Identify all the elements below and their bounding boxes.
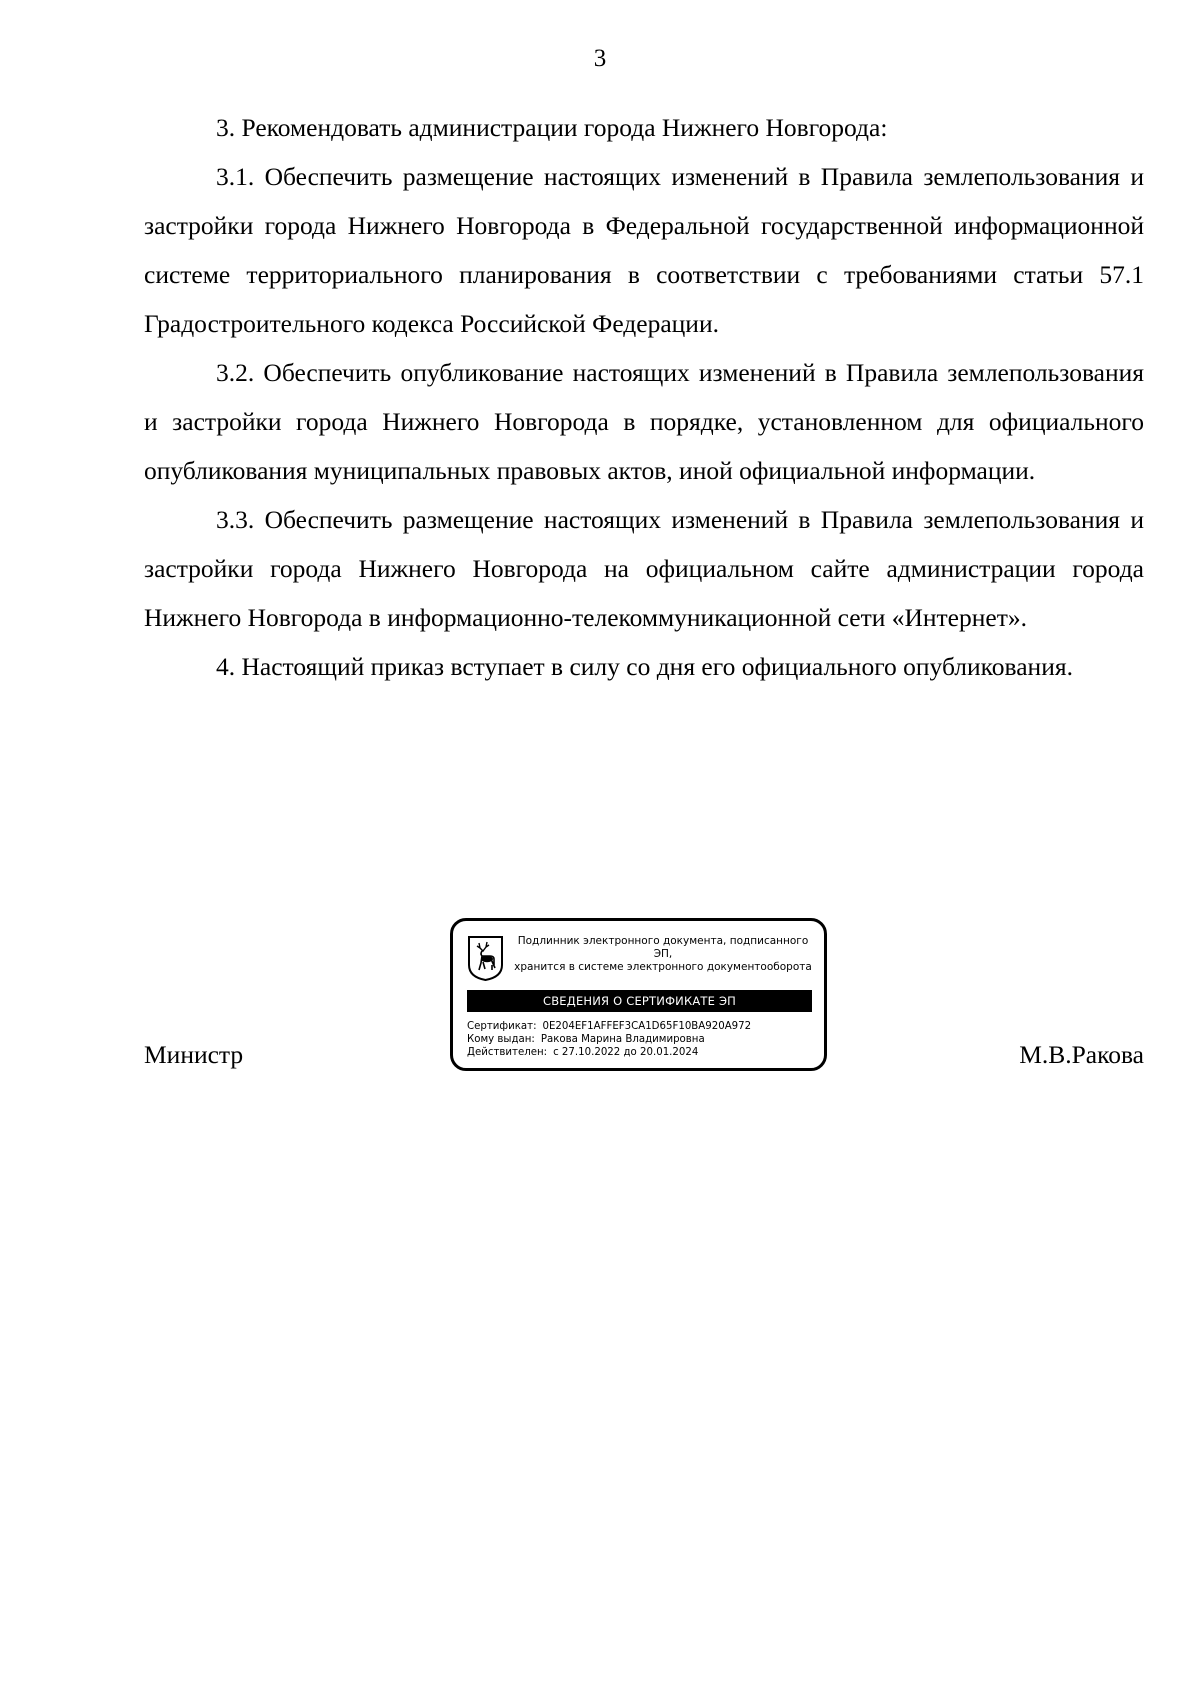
certificate-value: 0E204EF1AFFEF3CA1D65F10BA920A972 bbox=[542, 1021, 752, 1032]
validity-label: Действителен: bbox=[467, 1047, 548, 1058]
stamp-header-line1: Подлинник электронного документа, подписанного ЭП, bbox=[517, 935, 809, 960]
stamp-header bbox=[508, 935, 818, 974]
electronic-signature-stamp bbox=[450, 918, 827, 1071]
paragraph-3: 3. Рекомендовать администрации города Нижнего Новгорода: bbox=[216, 113, 888, 142]
stamp-certificate-details bbox=[467, 1020, 817, 1059]
signature-block bbox=[144, 918, 1144, 1088]
signatory-name: М.В.Ракова bbox=[1019, 1040, 1144, 1069]
validity-line bbox=[467, 1046, 817, 1059]
signatory-title: Министр bbox=[144, 1040, 244, 1069]
paragraph-3-2: 3.2. Обеспечить опубликование настоящих изменений в Правила землепользования и застройки города Нижнего Новгорода в порядке, установленном для официального опубликования муниципальных правовых актов, иной официальной информации. bbox=[144, 358, 1144, 485]
stamp-certificate-bar: СВЕДЕНИЯ О СЕРТИФИКАТЕ ЭП bbox=[467, 990, 812, 1012]
paragraph-3-1: 3.1. Обеспечить размещение настоящих изменений в Правила землепользования и застройки города Нижнего Новгорода в Федеральной государственной информационной системе территориального планирования в соответствии с требованиями статьи 57.1 Градостроительного кодекса Российской Федерации. bbox=[144, 162, 1144, 338]
issued-to-line bbox=[467, 1033, 817, 1046]
deer-emblem-icon bbox=[467, 935, 504, 981]
document-body bbox=[144, 103, 1144, 691]
validity-value: с 27.10.2022 до 20.01.2024 bbox=[553, 1047, 699, 1058]
issued-to-label: Кому выдан: bbox=[467, 1034, 535, 1045]
paragraph-3-3: 3.3. Обеспечить размещение настоящих изменений в Правила землепользования и застройки города Нижнего Новгорода на официальном сайте администрации города Нижнего Новгорода в информационно-телекоммуникационной сети «Интернет». bbox=[144, 505, 1144, 632]
certificate-label: Сертификат: bbox=[467, 1021, 537, 1032]
page-number: 3 bbox=[593, 45, 607, 72]
issued-to-value: Ракова Марина Владимировна bbox=[540, 1034, 705, 1045]
certificate-line bbox=[467, 1020, 817, 1033]
paragraph-4: 4. Настоящий приказ вступает в силу со дня его официального опубликования. bbox=[216, 652, 1073, 681]
stamp-header-line2: хранится в системе электронного документооборота bbox=[514, 961, 812, 973]
